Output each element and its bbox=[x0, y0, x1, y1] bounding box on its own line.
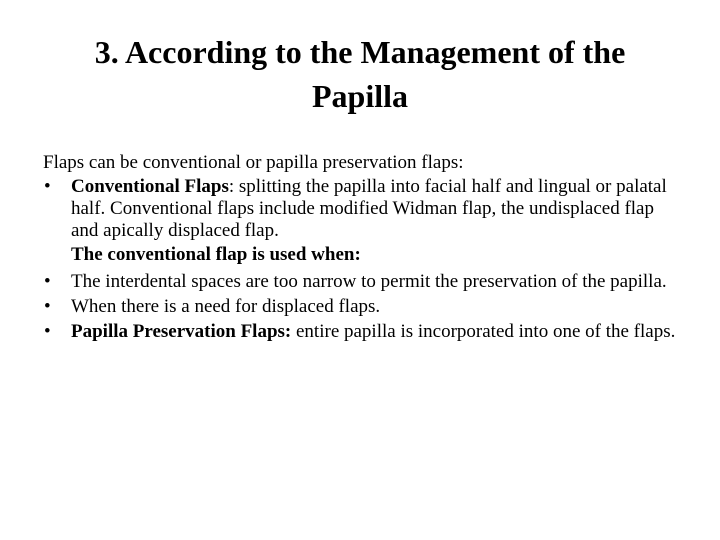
papilla-preservation-description: entire papilla is incorporated into one of the flaps. bbox=[291, 321, 676, 342]
slide-title bbox=[40, 30, 680, 118]
bullet-icon: • bbox=[44, 176, 51, 197]
intro-text: Flaps can be conventional or papilla preservation flaps: bbox=[43, 152, 464, 173]
conventional-flaps-description: : splitting the papilla into facial half and lingual or palatal half. Conventional flaps include modified Widman flap, the undisplaced flap and apically displaced flap. bbox=[71, 176, 667, 241]
bullet-item-displaced-flaps bbox=[43, 296, 683, 318]
interdental-spaces-text: The interdental spaces are too narrow to permit the preservation of the papilla. bbox=[71, 271, 667, 292]
papilla-preservation-term: Papilla Preservation Flaps: bbox=[71, 321, 292, 342]
bullet-icon: • bbox=[44, 296, 51, 317]
bullet-item-papilla-preservation bbox=[43, 321, 683, 343]
conventional-flap-note: The conventional flap is used when: bbox=[71, 244, 361, 265]
title-line-2: Papilla bbox=[311, 78, 408, 114]
bullet-icon: • bbox=[44, 271, 51, 292]
bullet-icon: • bbox=[44, 321, 51, 342]
slide-body bbox=[43, 152, 683, 346]
title-line-1: 3. According to the Management of the bbox=[94, 34, 626, 70]
bullet-list bbox=[43, 176, 683, 343]
conventional-flaps-term: Conventional Flaps bbox=[71, 176, 229, 197]
bullet-item-interdental-spaces bbox=[43, 271, 683, 293]
displaced-flaps-text: When there is a need for displaced flaps. bbox=[71, 296, 381, 317]
bullet-item-conventional-flaps bbox=[43, 176, 683, 266]
